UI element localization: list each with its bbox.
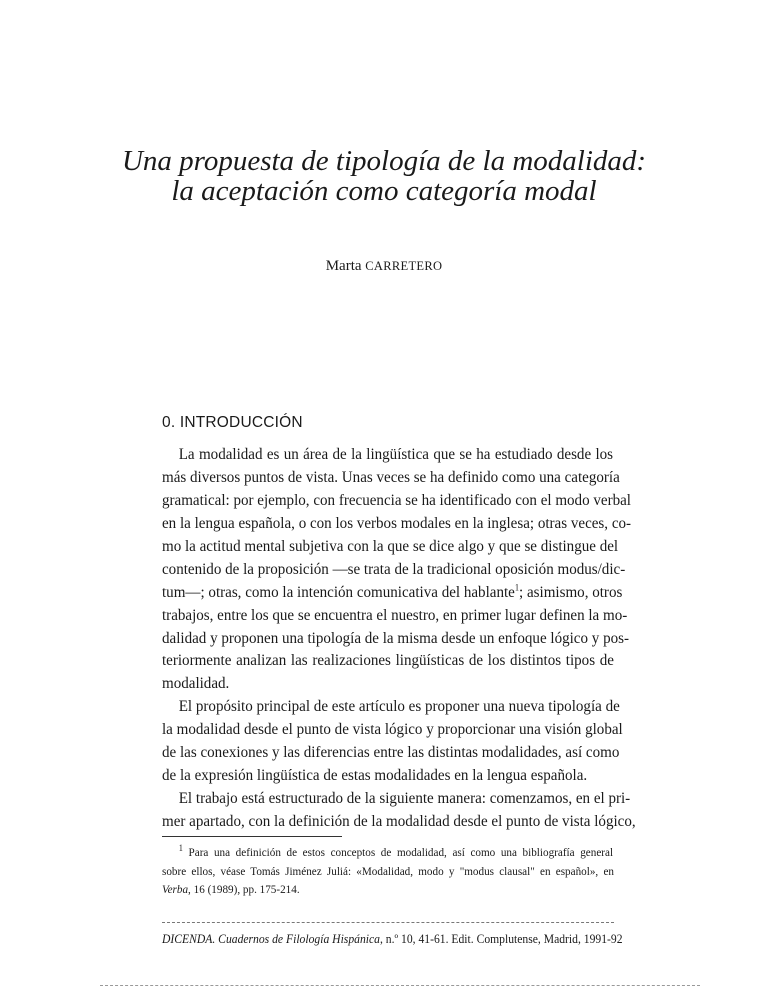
body-line: de las conexiones y las diferencias entre las distintas modalidades, así como [162, 743, 620, 762]
footer-divider [162, 922, 614, 923]
body-line: en la lengua española, o con los verbos modales en la inglesa; otras veces, co- [162, 513, 632, 532]
body-line: modalidad. [162, 674, 230, 693]
body-line: La modalidad es un área de la lingüística que se ha estudiado desde los [178, 445, 614, 463]
footnote-marker: 1 [178, 843, 183, 853]
body-line: gramatical: por ejemplo, con frecuencia se ha identificado con el modo verbal [162, 490, 631, 509]
footer-details: , n.º 10, 41-61. Edit. Complutense, Madrid, 1991-92 [379, 932, 623, 946]
body-line: El propósito principal de este artículo es proponer una nueva tipología de [178, 697, 620, 716]
article-title-line-2: la aceptación como categoría modal [171, 175, 597, 207]
body-line-text: ; asimismo, otros [519, 582, 623, 601]
body-line: trabajos, entre los que se encuentra el nuestro, en primer lugar definen la mo- [162, 605, 628, 624]
section-heading: 0. INTRODUCCIÓN [162, 414, 303, 431]
footnote-reference[interactable]: 1 [514, 582, 520, 593]
author-last-name: CARRETERO [365, 259, 443, 273]
body-line: más diversos puntos de vista. Unas veces se ha definido como una categoría [162, 467, 620, 486]
body-line: mo la actitud mental subjetiva con la que se dice algo y que se distingue del [162, 536, 619, 555]
footnote-text: Para una definición de estos conceptos de modalidad, así como una bibliografía general [188, 845, 614, 859]
footnote-text: , 16 (1989), pp. 175-214. [188, 882, 300, 896]
author-name [0, 258, 768, 275]
body-line: la modalidad desde el punto de vista lógico y proporcionar una visión global [162, 720, 623, 739]
body-line: El trabajo está estructurado de la siguiente manera: comenzamos, en el pri- [178, 789, 631, 808]
body-text [162, 443, 636, 833]
body-line: mer apartado, con la definición de la modalidad desde el punto de vista lógico, [162, 812, 636, 830]
footnote [162, 843, 614, 899]
body-line-text: tum—; otras, como la intención comunicativa del hablante [162, 582, 515, 601]
footer-journal: DICENDA. Cuadernos de Filología Hispánica [162, 932, 380, 946]
footnote-line: sobre ellos, véase Tomás Jiménez Juliá: «Modalidad, modo y "modus clausal" en español», en [162, 863, 614, 878]
body-line: teriormente analizan las realizaciones lingüísticas de los distintos tipos de [162, 651, 614, 670]
footnote-journal: Verba [162, 882, 189, 896]
body-line: dalidad y proponen una tipología de la misma desde un enfoque lógico y pos- [162, 628, 630, 647]
body-line: de la expresión lingüística de estas modalidades en la lengua española. [162, 766, 588, 785]
body-line [162, 581, 623, 604]
footnote-line [162, 880, 614, 899]
body-line: contenido de la proposición —se trata de la tradicional oposición modus/dic- [162, 559, 626, 578]
author-first-name: Marta [325, 258, 362, 274]
footnote-line [162, 843, 613, 862]
article-title-line-1: Una propuesta de tipología de la modalidad: [121, 145, 647, 177]
page-footer [162, 932, 623, 947]
footnote-divider [162, 836, 342, 837]
scan-edge-line [100, 985, 700, 986]
